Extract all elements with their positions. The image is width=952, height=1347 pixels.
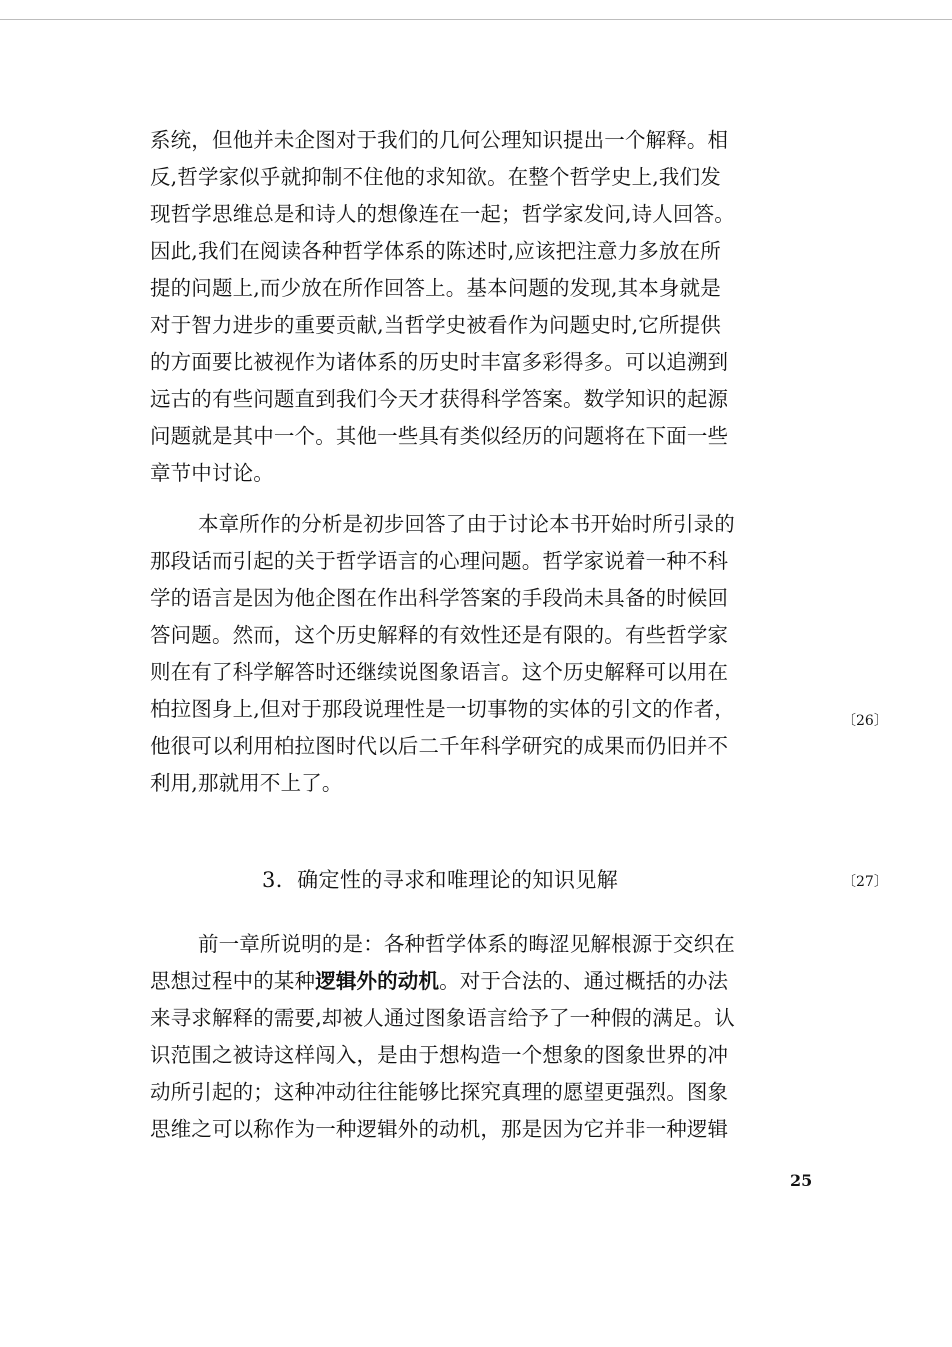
text-line: 利用,那就用不上了。 bbox=[150, 771, 343, 795]
text-line: 他很可以利用柏拉图时代以后二千年科学研究的成果而仍旧并不 bbox=[150, 734, 729, 758]
margin-note: 〔27〕 bbox=[842, 874, 888, 890]
text-segment: 思想过程中的某种 bbox=[150, 969, 316, 993]
text-line: 识范围之被诗这样闯入，是由于想构造一个想象的图象世界的冲 bbox=[150, 1043, 729, 1067]
text-line: 本章所作的分析是初步回答了由于讨论本书开始时所引录的 bbox=[198, 512, 735, 536]
text-line bbox=[150, 963, 826, 1000]
text-line: 那段话而引起的关于哲学语言的心理问题。哲学家说着一种不科 bbox=[150, 549, 729, 573]
text-line: 则在有了科学解答时还继续说图象语言。这个历史解释可以用在 bbox=[150, 660, 729, 684]
text-segment: 。对于合法的、通过概括的办法 bbox=[439, 969, 729, 993]
text-line: 反,哲学家似乎就抑制不住他的求知欲。在整个哲学史上,我们发 bbox=[150, 165, 721, 189]
text-line: 因此,我们在阅读各种哲学体系的陈述时,应该把注意力多放在所 bbox=[150, 239, 721, 263]
margin-note: 〔26〕 bbox=[842, 713, 888, 729]
text-line: 前一章所说明的是：各种哲学体系的晦涩见解根源于交织在 bbox=[198, 932, 735, 956]
text-line: 提的问题上,而少放在所作回答上。基本问题的发现,其本身就是 bbox=[150, 276, 721, 300]
text-line: 对于智力进步的重要贡献,当哲学史被看作为问题史时,它所提供 bbox=[150, 313, 721, 337]
text-line: 学的语言是因为他企图在作出科学答案的手段尚未具备的时候回 bbox=[150, 586, 729, 610]
emphasis-text: 逻辑外的动机 bbox=[315, 969, 440, 993]
text-line: 的方面要比被视作为诸体系的历史时丰富多彩得多。可以追溯到 bbox=[150, 350, 729, 374]
text-line: 思维之可以称作为一种逻辑外的动机，那是因为它并非一种逻辑 bbox=[150, 1117, 729, 1141]
text-line: 答问题。然而，这个历史解释的有效性还是有限的。有些哲学家 bbox=[150, 623, 729, 647]
page-number: 25 bbox=[790, 1171, 813, 1190]
text-line: 远古的有些问题直到我们今天才获得科学答案。数学知识的起源 bbox=[150, 387, 729, 411]
text-line: 章节中讨论。 bbox=[150, 461, 274, 485]
top-rule bbox=[0, 19, 952, 20]
text-line: 系统，但他并未企图对于我们的几何公理知识提出一个解释。相 bbox=[150, 128, 729, 152]
text-line: 问题就是其中一个。其他一些具有类似经历的问题将在下面一些 bbox=[150, 424, 729, 448]
text-line: 来寻求解释的需要,却被人通过图象语言给予了一种假的满足。认 bbox=[150, 1006, 735, 1030]
text-line: 现哲学思维总是和诗人的想像连在一起；哲学家发问,诗人回答。 bbox=[150, 202, 735, 226]
text-line: 动所引起的；这种冲动往往能够比探究真理的愿望更强烈。图象 bbox=[150, 1080, 729, 1104]
text-line: 柏拉图身上,但对于那段说理性是一切事物的实体的引文的作者， bbox=[150, 697, 735, 721]
section-heading: 3．确定性的寻求和唯理论的知识见解 bbox=[262, 868, 619, 892]
